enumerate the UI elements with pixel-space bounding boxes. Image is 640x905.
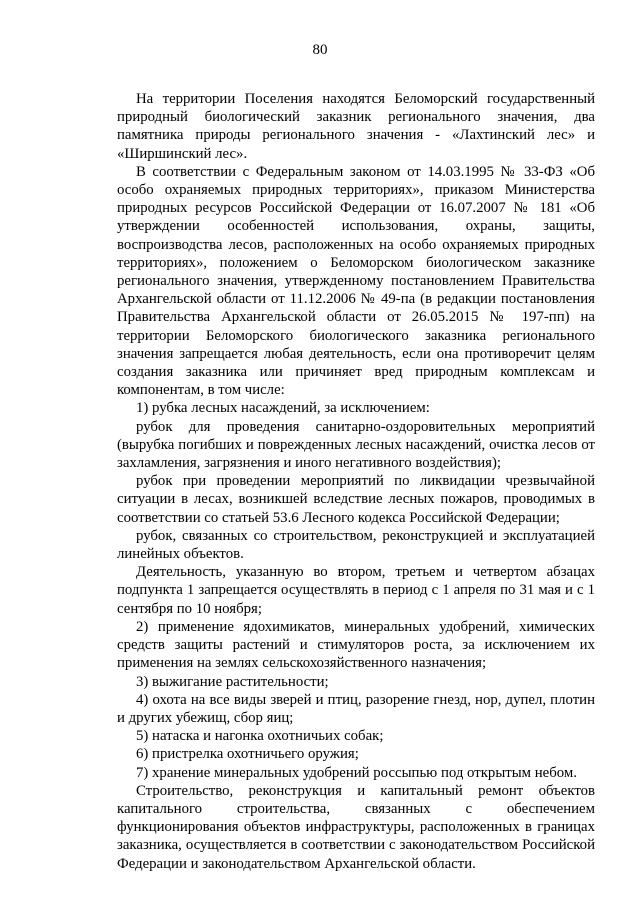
page-number: 80 — [312, 42, 328, 58]
paragraph: рубок, связанных со строительством, реконструкцией и эксплуатацией линейных объектов. — [117, 527, 595, 563]
list-item: 6) пристрелка охотничьего оружия; — [136, 746, 359, 763]
paragraph: На территории Поселения находятся Беломорский государственный природный биологический заказник регионального значения, два памятника природы регионального значения - «Лахтинский лес» и «Ширшинский лес». — [117, 91, 595, 162]
list-item: 2) применение ядохимикатов, минеральных удобрений, химических средств защиты растений и стимуляторов роста, за исключением их применения на землях сельскохозяйственного назначения; — [117, 618, 595, 672]
list-item: 1) рубка лесных насаждений, за исключением: — [136, 400, 430, 417]
document-body — [117, 90, 595, 873]
list-item: 4) охота на все виды зверей и птиц, разорение гнезд, нор, дупел, плотин и других убежищ, сбор яиц; — [117, 691, 595, 726]
paragraph: В соответствии с Федеральным законом от 14.03.1995 № 33-ФЗ «Об особо охраняемых природных территориях», приказом Министерства природных ресурсов Российской Федерации от 16.07.2007 № 181 «Об утверждении особенностей использования, охраны, защиты, воспроизводства лесов, расположенных на особо охраняемых природных территориях», положением о Беломорском биологическом заказнике регионального значения, утвержденному постановлением Правительства Архангельской области от 11.12.2006 № 49-па (в редакции постановления Правительства Архангельской области от 26.05.2015 № 197-пп) на территории Беломорского биологического заказника регионального значения запрещается любая деятельность, если она противоречит целям создания заказника или причиняет вред природным комплексам и компонентам, в том числе: — [117, 163, 595, 399]
paragraph: Деятельность, указанную во втором, третьем и четвертом абзацах подпункта 1 запрещается осуществлять в период с 1 апреля по 31 мая и с 1 сентября по 10 ноября; — [117, 564, 595, 617]
paragraph: Строительство, реконструкция и капитальный ремонт объектов капитального строительства, связанных с обеспечением функционирования объектов инфраструктуры, расположенных в границах заказника, осуществляется в соответствии с законодательством Российской Федерации и законодательством Архангельской области. — [117, 782, 595, 872]
list-item: 7) хранение минеральных удобрений россыпью под открытым небом. — [136, 764, 577, 781]
paragraph: рубок при проведении мероприятий по ликвидации чрезвычайной ситуации в лесах, возникшей вследствие лесных пожаров, проводимых в соответствии со статьей 53.6 Лесного кодекса Российской Федерации; — [117, 473, 595, 526]
list-item: 3) выжигание растительности; — [136, 673, 329, 690]
list-item: 5) натаска и нагонка охотничьих собак; — [136, 728, 384, 745]
paragraph: рубок для проведения санитарно-оздоровительных мероприятий (вырубка погибших и поврежденных лесных насаждений, очистка лесов от захламления, загрязнения и иного негативного воздействия); — [117, 418, 595, 472]
